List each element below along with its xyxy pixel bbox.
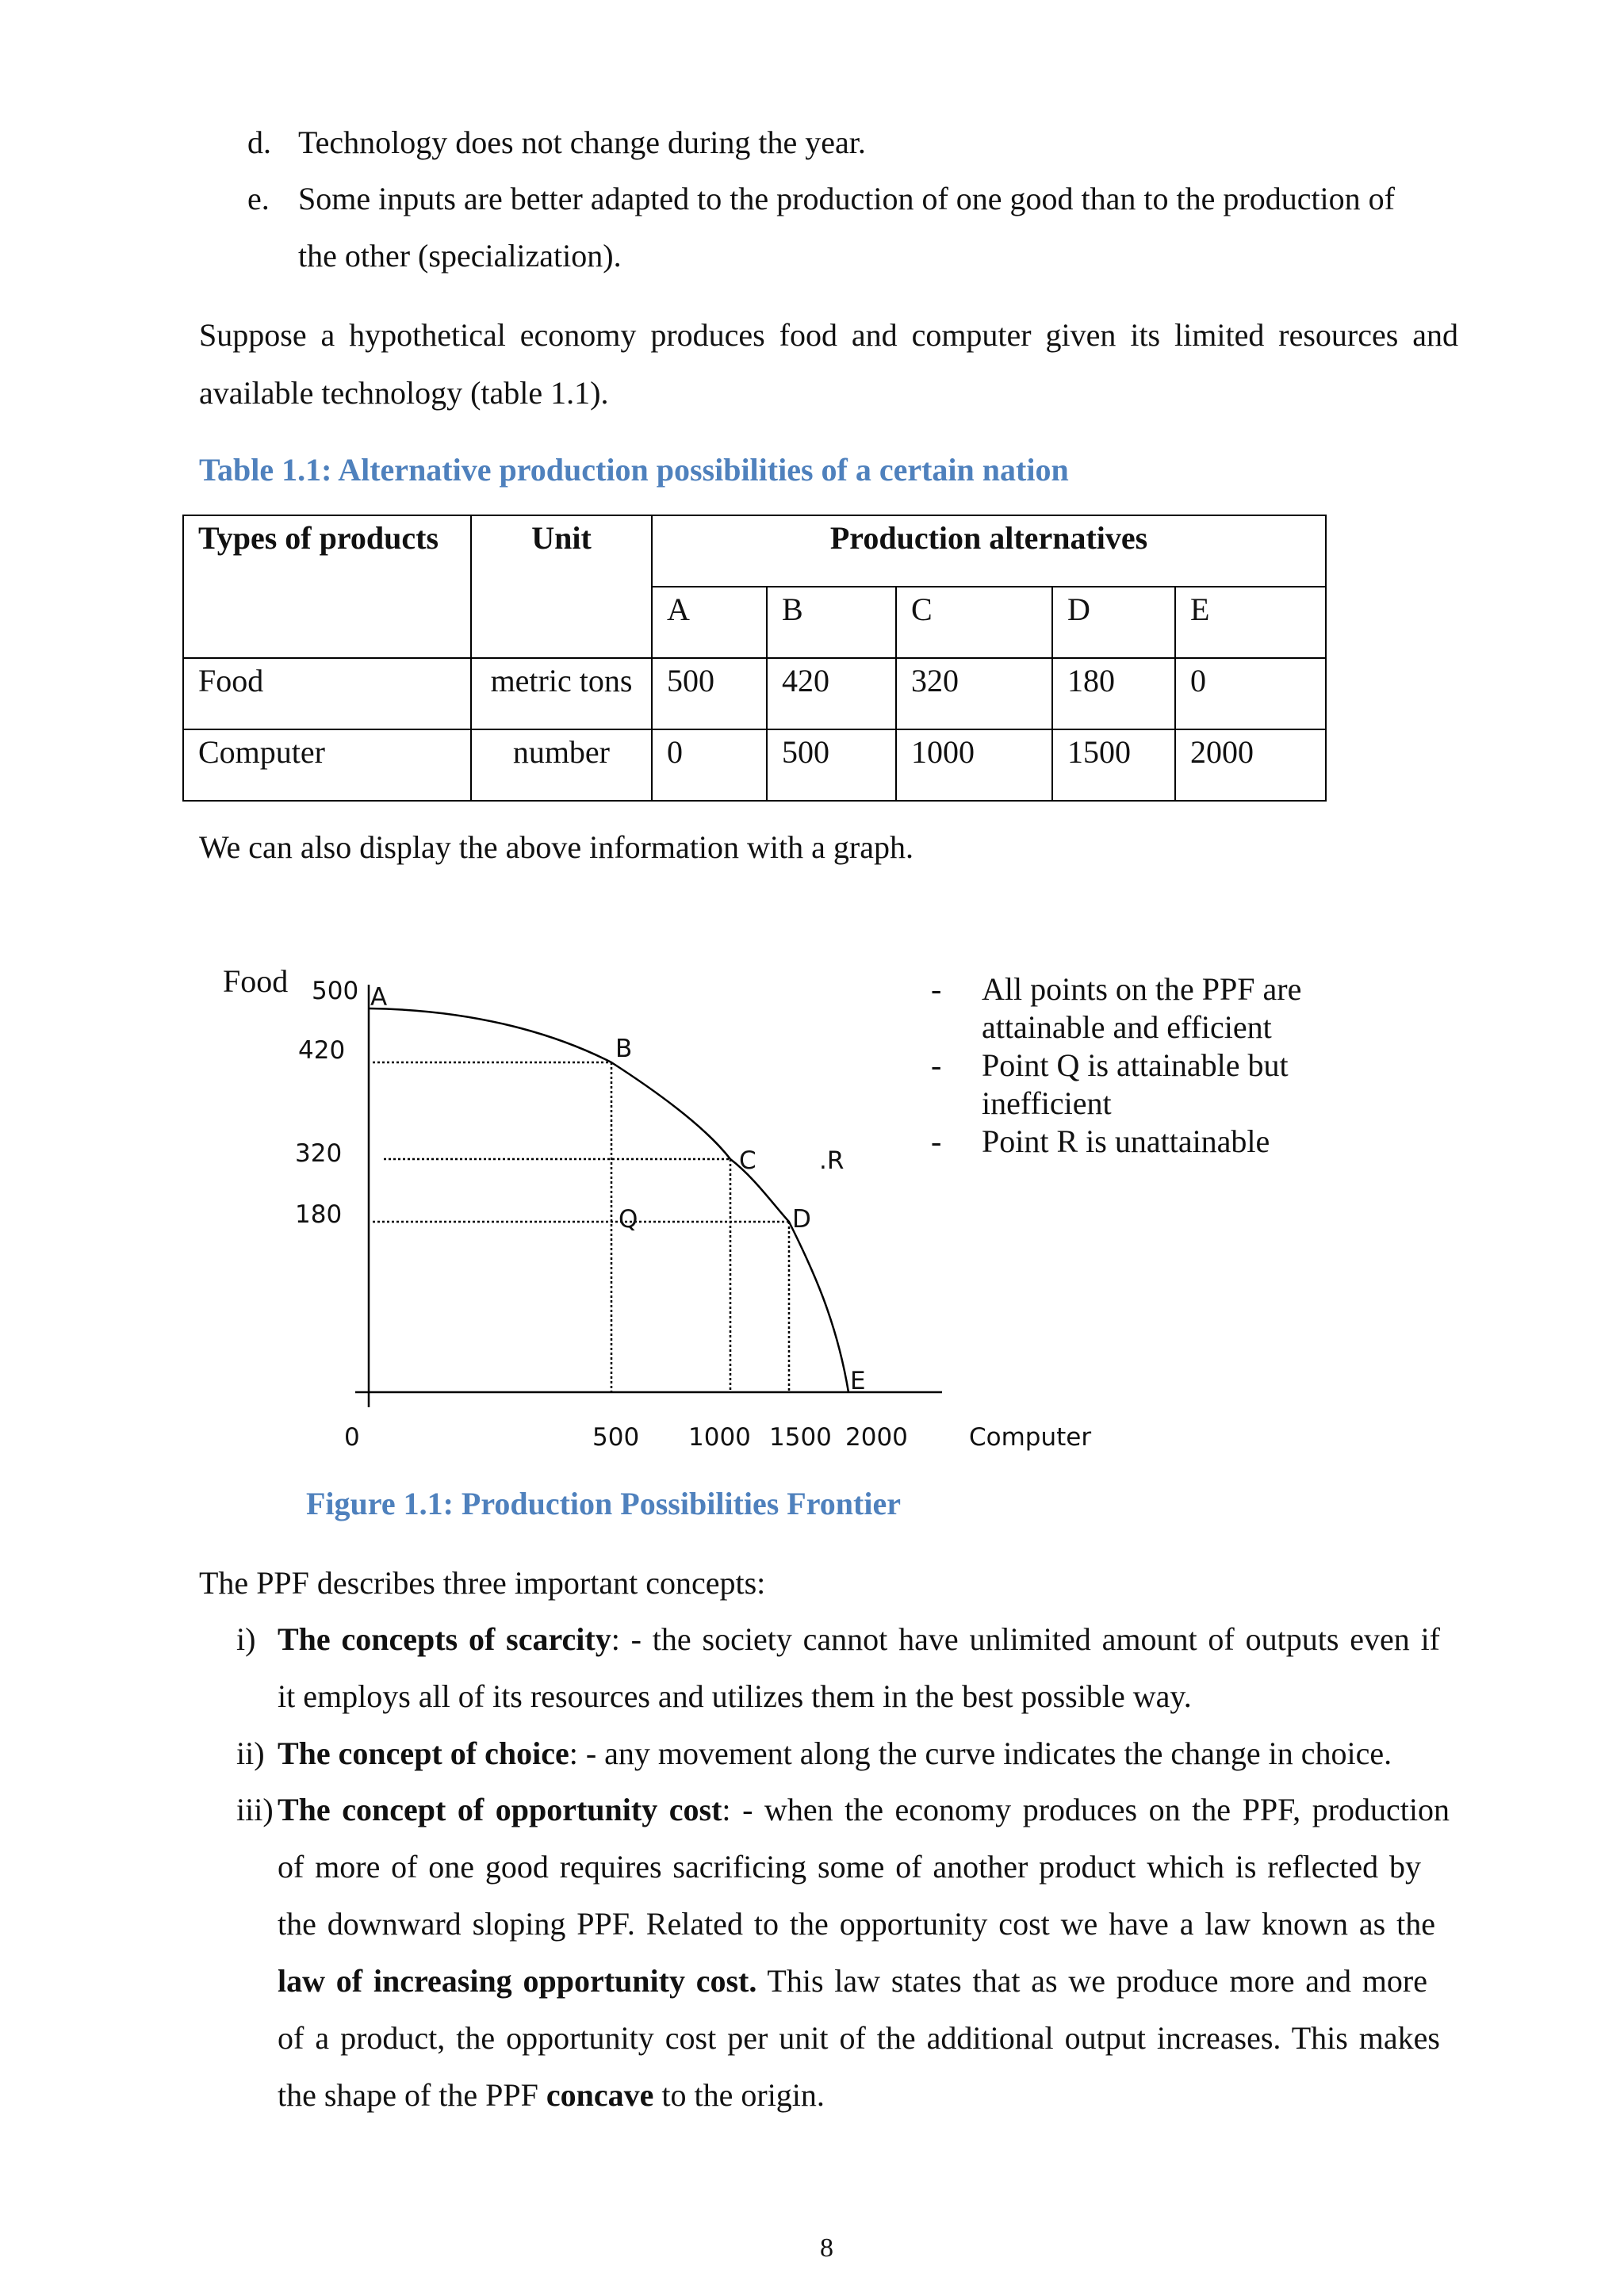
cell-value: 2000	[1175, 729, 1326, 801]
concept-3-marker: iii)	[236, 1792, 274, 1827]
note-2-line1: Point Q is attainable but	[982, 1047, 1289, 1083]
y-axis-title: Food	[223, 963, 289, 999]
header-types-of-products: Types of products	[183, 515, 471, 658]
figure-caption: Figure 1.1: Production Possibilities Frontier	[306, 1486, 901, 1521]
intro-line2: available technology (table 1.1).	[199, 375, 609, 411]
cell-value: 500	[652, 658, 767, 729]
concept-2-marker: ii)	[236, 1735, 265, 1771]
point-label-a: A	[370, 983, 388, 1012]
concept-2-title: The concept of choice	[278, 1735, 569, 1771]
list-marker: d.	[247, 124, 271, 160]
x-tick-label: 500	[592, 1423, 640, 1452]
concept-3-line4	[278, 1962, 1427, 2000]
note-dash-2: -	[931, 1047, 942, 1083]
list-text-d: Technology does not change during the year.	[298, 124, 866, 160]
note-dash-1: -	[931, 971, 942, 1007]
list-marker-e: e.	[247, 181, 270, 216]
cell-value: 320	[896, 658, 1052, 729]
note-1-line1: All points on the PPF are	[982, 971, 1302, 1007]
concept-3-line6-post: to the origin.	[653, 2077, 825, 2113]
concept-3-line6-pre: the shape of the PPF	[278, 2077, 546, 2113]
x-tick-label: 1000	[688, 1423, 751, 1452]
point-label-b: B	[615, 1035, 633, 1063]
cell-value: 0	[652, 729, 767, 801]
x-tick-label: 2000	[845, 1423, 908, 1452]
cell-value: 500	[767, 729, 896, 801]
note-2-line2: inefficient	[982, 1085, 1112, 1121]
concept-1-marker: i)	[236, 1621, 256, 1657]
y-tick-label: 180	[295, 1200, 343, 1229]
alt-header-c: C	[896, 587, 1052, 658]
header-unit: Unit	[471, 515, 652, 658]
y-tick-label: 320	[295, 1139, 343, 1168]
y-tick-label: 420	[298, 1036, 346, 1065]
x-axis-title: Computer	[969, 1423, 1092, 1452]
alt-header-e: E	[1175, 587, 1326, 658]
concept-3-line3: the downward sloping PPF. Related to the opportunity cost we have a law known as the	[278, 1906, 1435, 1942]
note-dash-3: -	[931, 1123, 942, 1159]
ppf-curve	[369, 1008, 848, 1392]
list-text-e-line1: Some inputs are better adapted to the production of one good than to the production of	[298, 181, 1395, 216]
page-number: 8	[820, 2233, 833, 2263]
concepts-intro: The PPF describes three important concepts:	[199, 1565, 766, 1601]
point-label-r: .R	[819, 1146, 845, 1175]
cell-value: 180	[1052, 658, 1175, 729]
cell-product: Computer	[183, 729, 471, 801]
point-label-e: E	[850, 1367, 866, 1395]
alt-header-b: B	[767, 587, 896, 658]
note-3-line1: Point R is unattainable	[982, 1123, 1270, 1159]
concept-2-line1	[278, 1735, 1392, 1773]
cell-value: 1500	[1052, 729, 1175, 801]
law-text: This law states that as we produce more and more	[756, 1963, 1427, 1999]
x-tick-label: 1500	[769, 1423, 832, 1452]
point-label-q: Q	[619, 1205, 638, 1234]
alt-header-a: A	[652, 587, 767, 658]
x-tick-label-origin: 0	[344, 1423, 360, 1452]
point-label-c: C	[739, 1146, 756, 1175]
graph-intro: We can also display the above information with a graph.	[199, 829, 914, 865]
cell-product: Food	[183, 658, 471, 729]
cell-value: 0	[1175, 658, 1326, 729]
concept-1-line2: it employs all of its resources and utilizes them in the best possible way.	[278, 1678, 1192, 1714]
alt-header-d: D	[1052, 587, 1175, 658]
concept-3-text: : - when the economy produces on the PPF, production	[722, 1792, 1450, 1827]
cell-unit: metric tons	[471, 658, 652, 729]
concept-3-line5: of a product, the opportunity cost per unit of the additional output increases. This makes	[278, 2020, 1440, 2056]
intro-line1: Suppose a hypothetical economy produces food and computer given its limited resources and	[199, 317, 1458, 353]
concept-3-title: The concept of opportunity cost	[278, 1792, 722, 1827]
law-title: law of increasing opportunity cost.	[278, 1963, 757, 1999]
note-1-line2: attainable and efficient	[982, 1009, 1272, 1045]
concave-word: concave	[546, 2077, 654, 2113]
concept-1-line1	[278, 1621, 1440, 1659]
concept-3-line1	[278, 1791, 1450, 1829]
list-text-e-line2: the other (specialization).	[298, 238, 622, 274]
header-production-alternatives: Production alternatives	[652, 515, 1326, 587]
concept-1-text: : - the society cannot have unlimited amount of outputs even if	[611, 1621, 1440, 1657]
cell-unit: number	[471, 729, 652, 801]
cell-value: 420	[767, 658, 896, 729]
concept-3-line2: of more of one good requires sacrificing some of another product which is reflected by	[278, 1849, 1421, 1885]
concept-2-text: : - any movement along the curve indicates the change in choice.	[569, 1735, 1392, 1771]
concept-1-title: The concepts of scarcity	[278, 1621, 611, 1657]
y-tick-label: 500	[312, 977, 359, 1005]
cell-value: 1000	[896, 729, 1052, 801]
table-caption: Table 1.1: Alternative production possibilities of a certain nation	[199, 452, 1069, 488]
point-label-d: D	[792, 1205, 811, 1234]
concept-3-line6	[278, 2076, 825, 2114]
